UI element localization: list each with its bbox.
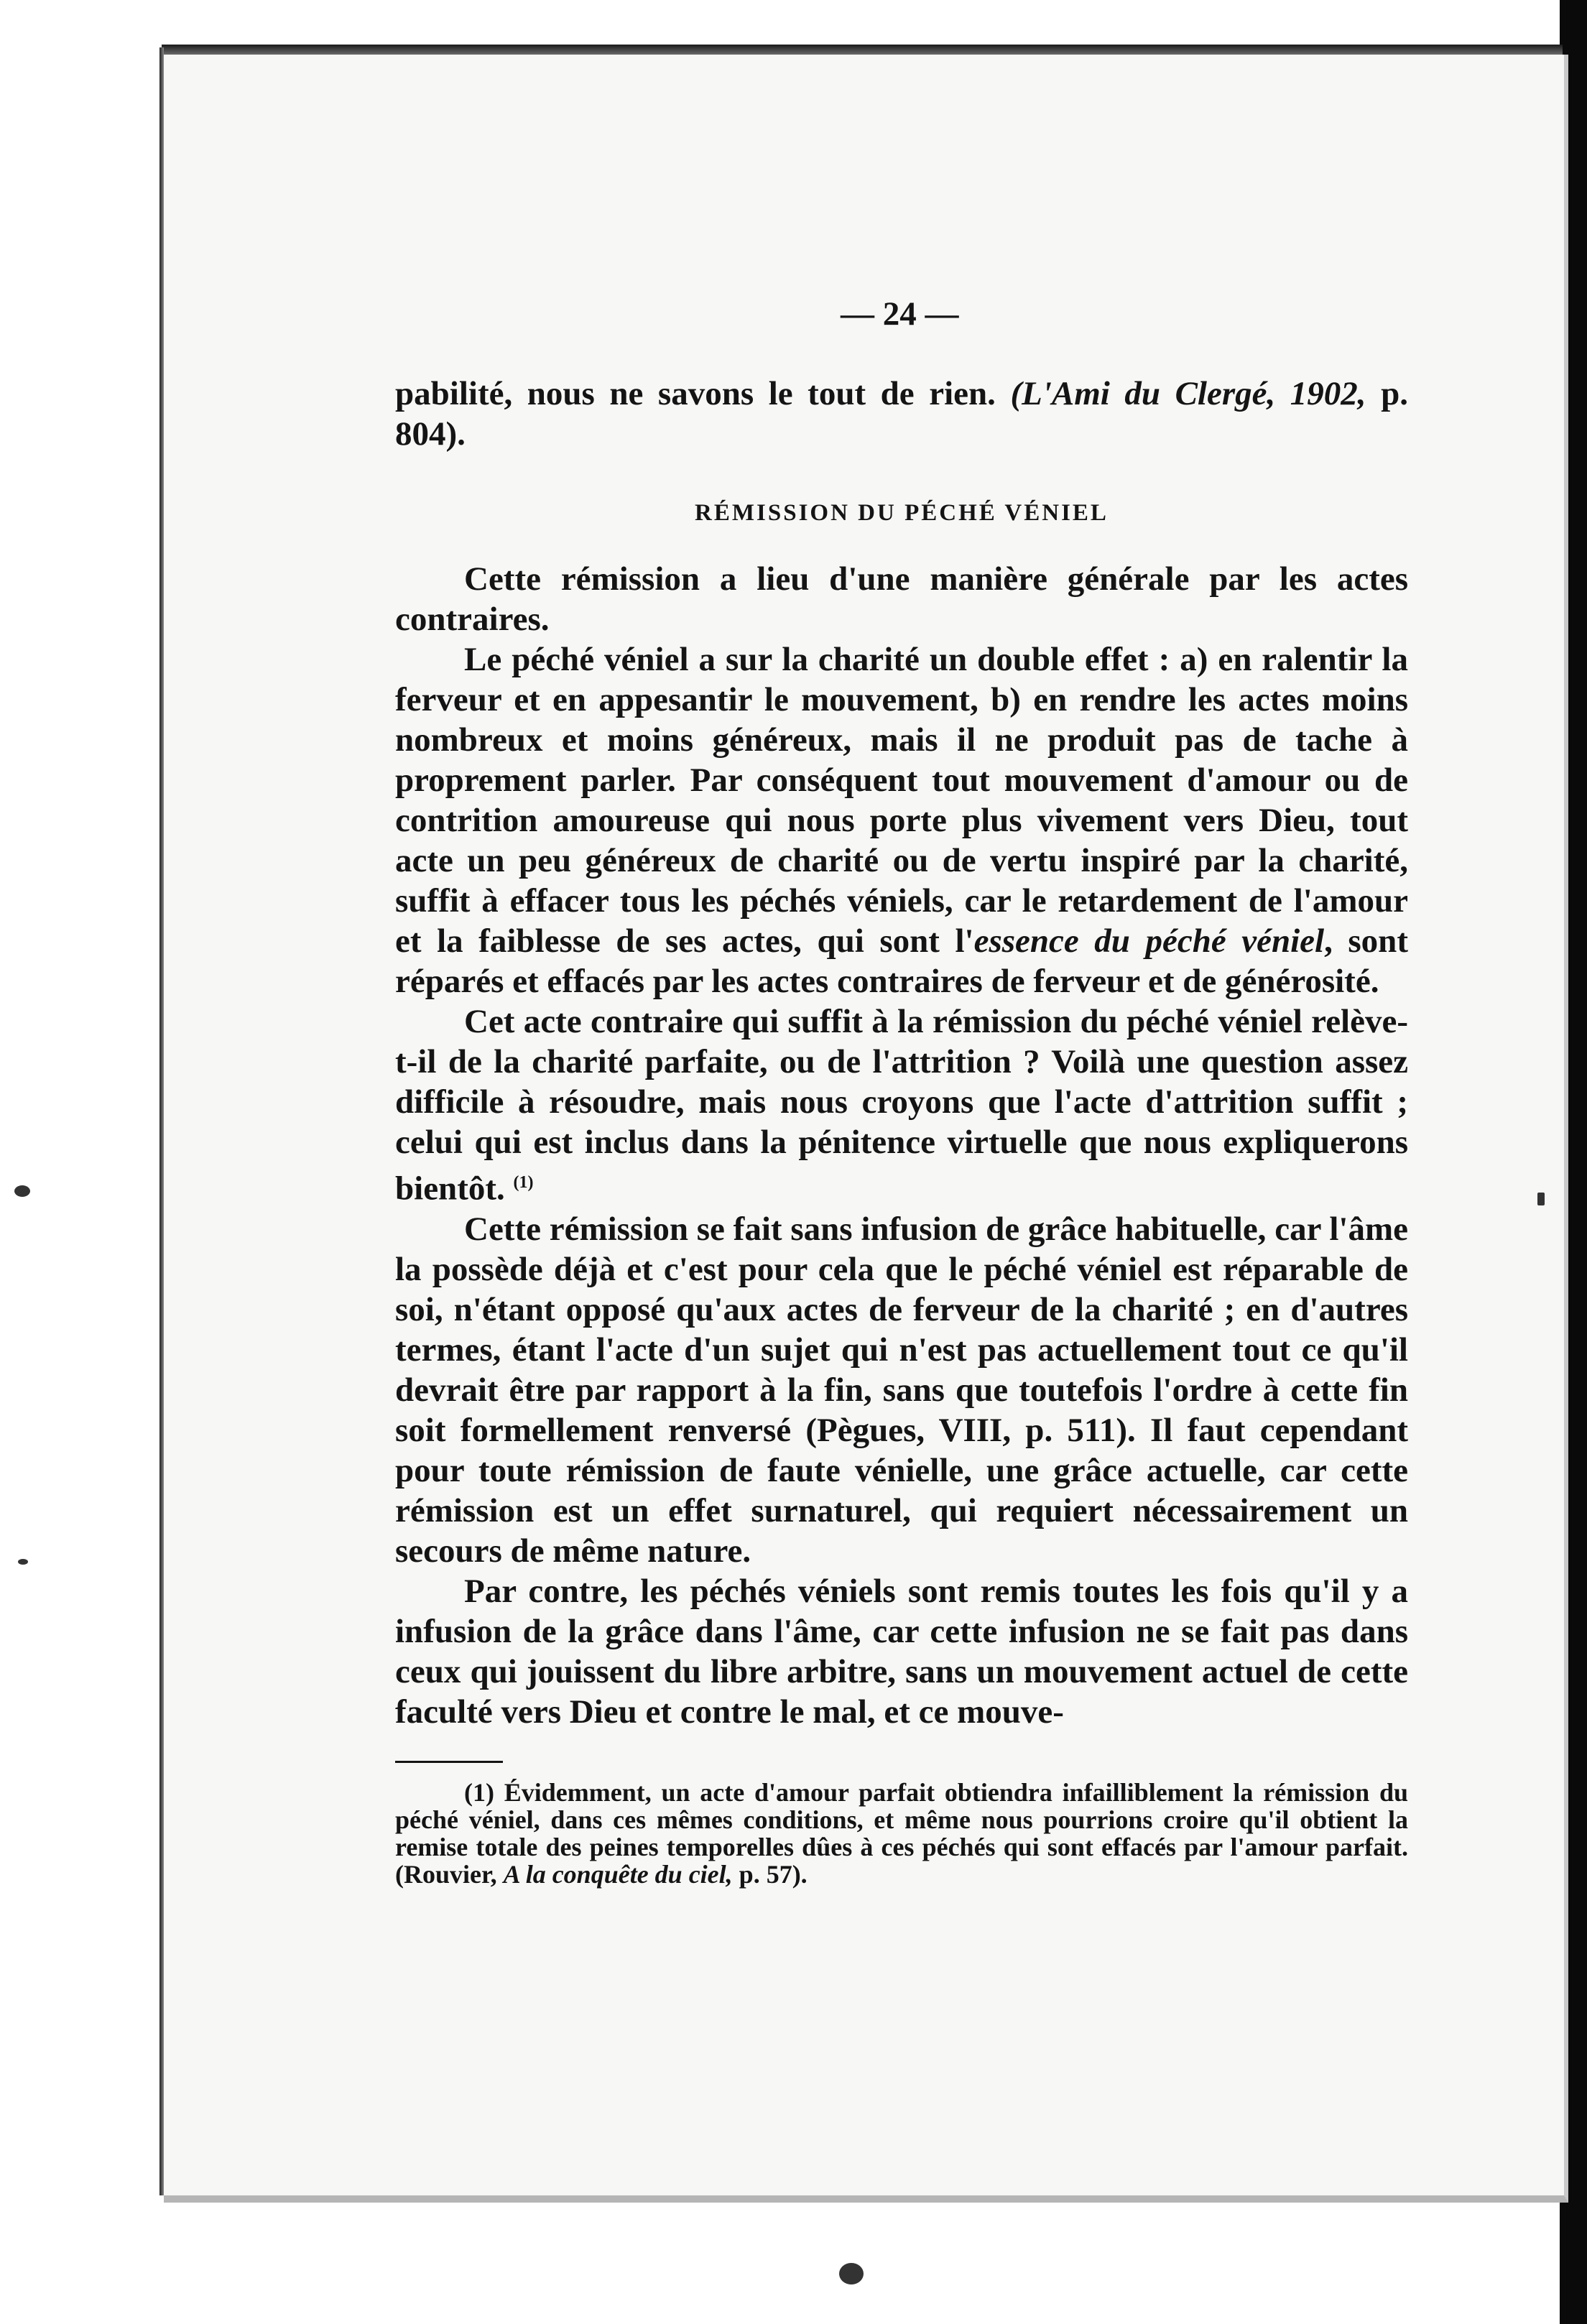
paragraph-2 xyxy=(395,639,1408,1001)
scan-speck xyxy=(839,2263,864,2284)
page-number: — 24 — xyxy=(841,295,959,333)
paragraph-3-text: Cet acte contraire qui suffit à la rémission du péché véniel relève-t-il de la charité parfaite, ou de l'attrition ? Voilà une question assez difficile à résoudre, mais nous croyons que l'acte d'attrition suffit ; celui qui est inclus dans la pénitence virtuelle que nous expliquerons bientôt. xyxy=(395,1003,1408,1208)
opening-text: pabilité, nous ne savons le tout de rien. xyxy=(395,375,996,412)
paragraph-5: Par contre, les péchés véniels sont remis toutes les fois qu'il y a infusion de la grâce dans l'âme, car cette infusion ne se fait pas dans ceux qui jouissent du libre arbitre, sans un mouvement actuel de cette faculté vers Dieu et contre le mal, et ce mouve- xyxy=(395,1572,1408,1731)
footnote-divider xyxy=(395,1761,503,1763)
paragraph-3 xyxy=(395,1001,1408,1209)
paragraph-1: Cette rémission a lieu d'une manière générale par les actes contraires. xyxy=(395,560,1408,638)
scan-speck xyxy=(14,1185,30,1197)
footnote-end: p. 57). xyxy=(739,1859,808,1889)
opening-paragraph xyxy=(395,374,1408,454)
footnote-reference: (1) xyxy=(513,1173,534,1192)
footnote-italic: A la conquête du ciel, xyxy=(503,1859,733,1889)
scan-speck xyxy=(1537,1193,1545,1205)
footnote-text: (1) Évidemment, un acte d'amour parfait obtiendra infailliblement la rémission du péché véniel, dans ces mêmes conditions, et même nous pourrions croire qu'il obtient la remise totale des peines temporelles dûes à ces péchés qui sont effacés par l'amour parfait. (Rouvier, xyxy=(395,1777,1408,1889)
paragraph-2-italic: essence du péché véniel xyxy=(973,922,1325,960)
footnote xyxy=(395,1779,1408,1888)
opening-continuation: p. 804). xyxy=(395,375,1409,453)
opening-citation: (L'Ami du Clergé, 1902, xyxy=(1010,375,1366,412)
paragraph-4: Cette rémission se fait sans infusion de grâce habituelle, car l'âme la possède déjà et c'est pour cela que le péché véniel est réparable de soi, n'étant opposé qu'aux actes de ferveur de la charité ; en d'autres termes, étant l'acte d'un sujet qui n'est pas actuellement tout ce qu'il devrait être par rapport à la fin, sans que toutefois l'ordre à cette fin soit formellement renversé (Pègues, VIII, p. 511). Il faut cependant pour toute rémission de faute vénielle, une grâce actuelle, car cette rémission est un effet surnaturel, qui requiert nécessairement un secours de même nature. xyxy=(395,1210,1408,1570)
scan-top-shadow xyxy=(162,45,1563,55)
paragraph-2-end: , sont réparés et effacés par les actes contraires de ferveur et de générosité. xyxy=(395,922,1408,1000)
page-text xyxy=(395,374,1408,1888)
section-heading: RÉMISSION DU PÉCHÉ VÉNIEL xyxy=(695,500,1109,526)
paragraph-2-text: Le péché véniel a sur la charité un double effet : a) en ralentir la ferveur et en appesantir le mouvement, b) en rendre les actes moins nombreux et moins généreux, mais il ne produit pas de tache à proprement parler. Par conséquent tout mouvement d'amour ou de contrition amoureuse qui nous porte plus vivement vers Dieu, tout acte un peu généreux de charité ou de vertu inspiré par la charité, suffit à effacer tous les péchés véniels, car le retardement de l'amour et la faiblesse de ses actes, qui sont l' xyxy=(395,641,1408,960)
scan-speck xyxy=(18,1559,28,1565)
